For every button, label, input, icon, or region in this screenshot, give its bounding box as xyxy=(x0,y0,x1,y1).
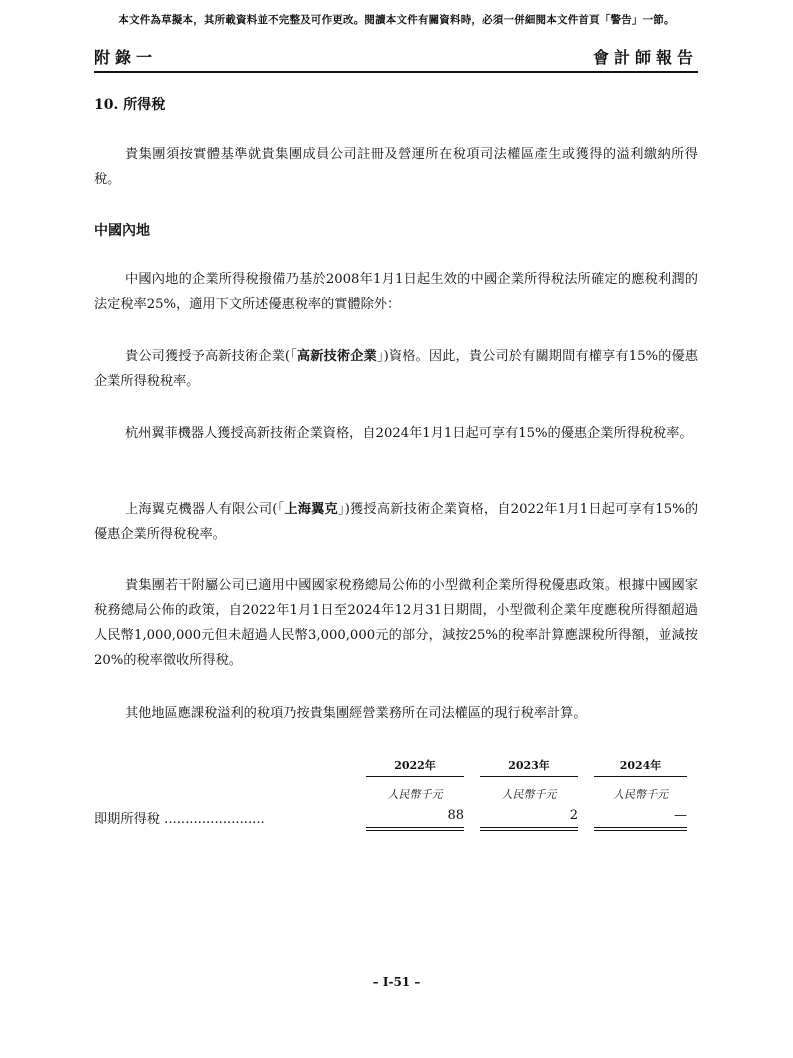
section-title: 10. 所得稅 xyxy=(94,97,166,113)
p2-bold-term: 高新技術企業 xyxy=(296,349,377,364)
mainland-paragraph-4 xyxy=(94,497,698,547)
mainland-subtitle: 中國內地 xyxy=(94,223,150,239)
mainland-paragraph-3: 杭州翼菲機器人獲授高新技術企業資格，自2024年1月1日起可享有15%的優惠企業所得稅稅率。 xyxy=(125,426,693,441)
current-income-tax-label xyxy=(94,808,265,827)
appendix-label: 附錄一 xyxy=(94,48,158,67)
value-2022: 88 xyxy=(366,808,464,831)
column-header-2023: 2023年 xyxy=(480,757,578,777)
p2-text-b: 」)資格。因此，貴公司於有關期間有權享有15%的優惠企業所得稅稅率。 xyxy=(94,349,698,389)
p2-text-a: 貴公司獲授予高新技術企業(「 xyxy=(125,349,297,364)
mainland-paragraph-6: 其他地區應課稅溢利的稅項乃按貴集團經營業務所在司法權區的現行稅率計算。 xyxy=(125,706,587,721)
p4-bold-term: 上海翼克 xyxy=(284,502,338,517)
p4-text-a: 上海翼克機器人有限公司(「 xyxy=(125,502,285,517)
mainland-paragraph-1: 中國內地的企業所得稅撥備乃基於2008年1月1日起生效的中國企業所得稅法所確定的應稅利潤的法定稅率25%，適用下文所述優惠稅率的實體除外： xyxy=(94,272,698,312)
row-dot-leader: ........................ xyxy=(164,812,265,827)
column-header-2024: 2024年 xyxy=(594,757,687,777)
column-header-2022: 2022年 xyxy=(366,757,464,777)
row-label-text: 即期所得稅 xyxy=(94,812,160,827)
mainland-paragraph-2 xyxy=(94,344,698,394)
mainland-paragraph-5: 貴集團若干附屬公司已適用中國國家稅務總局公佈的小型微利企業所得稅優惠政策。根據中國國家稅務總局公佈的政策，自2022年1月1日至2024年12月31日期間，小型微利企業年度應稅所得額超過人民幣1,000,000元但未超過人民幣3,000,000元的部分，減按25%的稅率計算應課稅所得額，並減按20%的稅率徵收所得稅。 xyxy=(94,578,698,668)
report-label: 會計師報告 xyxy=(592,48,698,67)
value-2023: 2 xyxy=(480,808,578,831)
value-2024: — xyxy=(594,808,687,831)
draft-warning-banner: 本文件為草擬本，其所載資料並不完整及可作更改。閱讀本文件有關資料時，必須一併細閱本文件首頁「警告」一節。 xyxy=(118,14,675,26)
page-header xyxy=(94,45,698,73)
intro-paragraph: 貴集團須按實體基準就貴集團成員公司註冊及營運所在稅項司法權區產生或獲得的溢利繳納所得稅。 xyxy=(94,147,698,187)
page-number: – I-51 – xyxy=(372,975,421,989)
unit-label-2024: 人民幣千元 xyxy=(613,788,668,801)
unit-label-2022: 人民幣千元 xyxy=(387,788,443,801)
unit-label-2023: 人民幣千元 xyxy=(501,788,557,801)
p4-text-b: 」)獲授高新技術企業資格，自2022年1月1日起可享有15%的優惠企業所得稅稅率。 xyxy=(94,502,699,542)
